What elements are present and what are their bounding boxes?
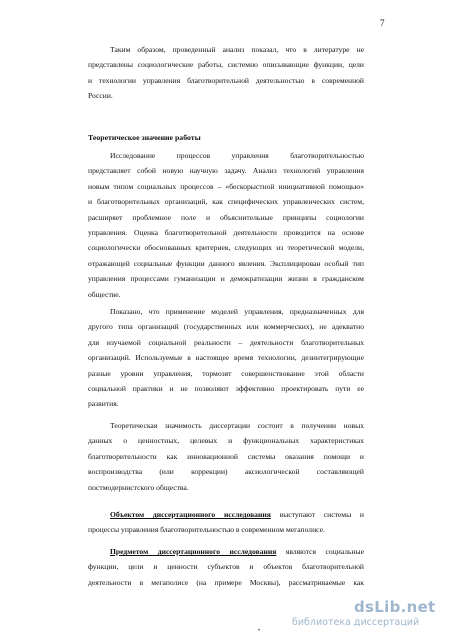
text-line: управления процессами гуманизации и демократизации жизни в гражданском: [88, 274, 364, 284]
watermark-logo: dsLib.net: [354, 598, 436, 616]
text-line: социальной практики и не позволяют эффективно проектировать пути ее: [88, 383, 364, 393]
text-line: России.: [88, 91, 113, 101]
text-line: данных о ценностных, целевых и функциональных характеристиках: [88, 436, 364, 446]
object-line-rest: выступают системы и: [270, 510, 364, 519]
text-line: разные уровни управления, тормозят совершенствование этой области: [88, 368, 364, 378]
text-line: социологически обоснованных критериев, следующих из теоретической модели,: [88, 243, 364, 253]
paragraph-research-subject: [88, 544, 364, 590]
text-line: Показано, что применение моделей управления, предназначенных для: [110, 307, 364, 316]
paragraph-conclusion: [88, 42, 364, 104]
text-line: организаций. Используемые в настоящее время технологии, дезинтегрирующие: [88, 353, 364, 363]
paragraph-models: [88, 304, 364, 412]
text-line: постмодернистского общества.: [88, 482, 189, 492]
text-line: расширяет проблемное поле и объяснительные принципы социологии: [88, 212, 364, 222]
text-line: отражающей социальные функции данного явления. Эксплицирован особый тип: [88, 258, 364, 268]
subject-line-rest: являются социальные: [276, 547, 364, 556]
text-line: обществе.: [88, 289, 121, 299]
text-line: новым типом социальных процессов – «бескорыстной инициативной помощью»: [88, 181, 364, 191]
paragraph-theoretical-significance: [88, 418, 364, 495]
text-line: другого типа организаций (государственных или коммерческих), не адекватно: [88, 322, 364, 332]
text-line: развития.: [88, 399, 119, 409]
page-number: 7: [380, 18, 385, 28]
text-line: представляет собой новую научную задачу. Анализ технологий управления: [88, 166, 364, 176]
object-term: Объектом диссертационного исследования: [110, 510, 271, 519]
section-heading: Теоретическое значение работы: [88, 133, 201, 142]
text-line: процессы управления благотворительностью в современном мегаполисе.: [88, 525, 325, 535]
text-line: деятельности в мегаполисе (на примере Москвы), рассматриваемые как: [88, 577, 364, 587]
text-line: Таким образом, проведенный анализ показал, что в литературе не: [110, 45, 364, 54]
text-line: представлены социологические работы, системно описывающие функции, цели: [88, 60, 364, 70]
paragraph-research-novelty: [88, 148, 364, 302]
dslib-watermark: [292, 598, 442, 632]
page-bottom-mark: •: [258, 628, 261, 634]
text-line: функции, цели и ценности субъектов и объектов благотворительной: [88, 562, 364, 572]
text-line: управления. Оценка благотворительной деятельности проводится на основе: [88, 227, 364, 237]
text-line: благотворительности как инновационной системы оказания помощи и: [88, 451, 364, 461]
text-line: и благотворительных организаций, как специфических управленческих систем,: [88, 197, 364, 207]
text-line: Исследование процессов управления благотворительностью: [110, 151, 364, 160]
text-line: и технологии управления благотворительной деятельностью в современной: [88, 75, 364, 85]
watermark-subtitle: библиотека диссертаций: [292, 617, 420, 628]
text-line: для изучаемой социальной реальности – деятельности благотворительных: [88, 337, 364, 347]
paragraph-research-object: [88, 507, 364, 538]
text-line: Теоретическая значимость диссертации состоит в получении новых: [110, 421, 364, 430]
text-line: [88, 507, 364, 522]
text-line: воспроизводства (или коррекции) аксиологической составляющей: [88, 467, 364, 477]
text-line: [88, 544, 364, 559]
subject-term: Предметом диссертационного исследования: [110, 547, 277, 556]
